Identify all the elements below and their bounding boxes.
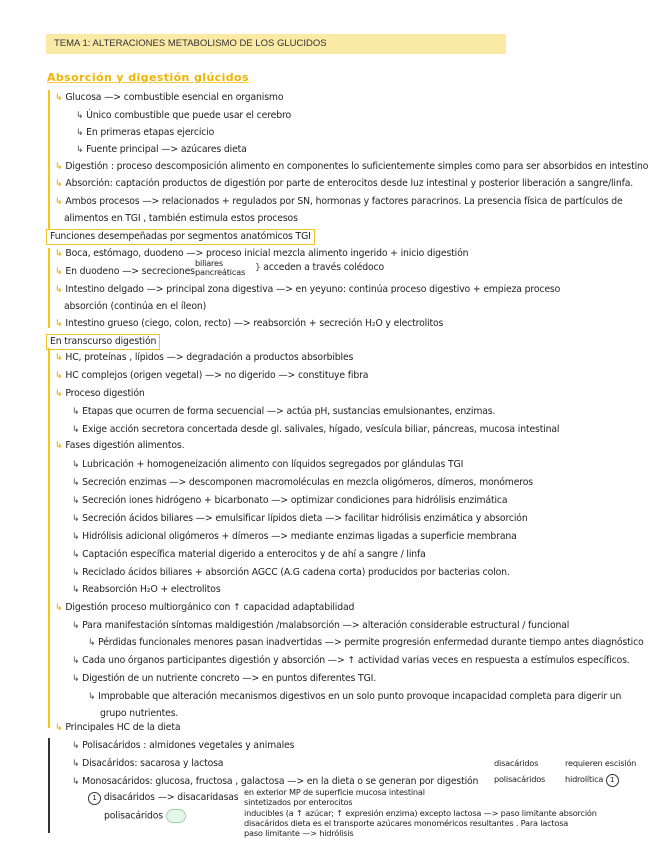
note-line: ↳ Captación específica material digerido a enterocitos y de ahí a sangre / linfa (72, 549, 426, 560)
note-line: ↳ Secreción enzimas —> descomponen macromoléculas en mezcla oligómeros, dímeros, monómeros (72, 477, 533, 488)
note-line: ↳ HC, proteínas , lípidos —> degradación a productos absorbibles (55, 352, 354, 363)
bracket-line (48, 348, 50, 728)
note-line: ↳ Fases digestión alimentos. (55, 440, 185, 451)
note-line: ↳ Principales HC de la dieta (55, 722, 181, 733)
bracket-line (48, 738, 50, 833)
highlight-blob-icon (166, 809, 186, 823)
note-line: en exterior MP de superficie mucosa intestinal (244, 787, 425, 797)
note-line: ↳ Fuente principal —> azúcares dieta (76, 144, 247, 155)
note-line: } acceden a través colédoco (255, 262, 384, 273)
note-line: ↳ Pérdidas funcionales menores pasan inadvertidas —> permite progresión enfermedad durante tiempo antes diagnóstico (88, 637, 644, 648)
note-line: ↳ Digestión de un nutriente concreto —> en puntos diferentes TGI. (72, 673, 377, 684)
note-line: ↳ Intestino delgado —> principal zona digestiva —> en yeyuno: continúa proceso digestivo + empieza proceso (55, 284, 561, 295)
note-line: biliares (195, 258, 223, 268)
note-line: paso limitante —> hidrólisis (244, 828, 354, 838)
note-line: ↳ Hidrólisis adicional oligómeros + dímeros —> mediante enzimas ligadas a superficie membrana (72, 531, 517, 542)
note-line: disacáridos dieta es el transporte azúcares monoméricos resultantes . Para lactosa (244, 818, 569, 828)
bracket-line (48, 248, 50, 328)
note-line: requieren escisión (565, 758, 637, 768)
note-line: ↳ Secreción iones hidrógeno + bicarbonato —> optimizar condiciones para hidrólisis enzimática (72, 495, 508, 506)
note-line: ↳ Único combustible que puede usar el cerebro (76, 110, 291, 121)
note-line: ↳ Polisacáridos : almidones vegetales y animales (72, 740, 295, 751)
note-line: ↳ Etapas que ocurren de forma secuencial —> actúa pH, sustancias emulsionantes, enzimas. (72, 406, 496, 417)
note-line: ↳ Exige acción secretora concertada desde gl. salivales, hígado, vesícula biliar, páncreas, mucosa intestinal (72, 424, 560, 435)
note-line: ↳ Boca, estómago, duodeno —> proceso inicial mezcla alimento ingerido + inicio digestión (55, 248, 469, 259)
note-line: polisacáridos (494, 774, 546, 784)
circled-number-icon: 1 (88, 792, 101, 805)
circled-number-icon: 1 (606, 774, 619, 787)
note-line: ↳ Ambos procesos —> relacionados + regulados por SN, hormonas y factores paracrinos. La presencia física de partículos de (55, 196, 623, 207)
note-line: polisacáridos (104, 809, 186, 823)
note-line: 1 disacáridos —> disacaridasas (88, 792, 239, 805)
note-line: ↳ Improbable que alteración mecanismos digestivos en un solo punto provoque incapacidad completa para digerir un (88, 691, 622, 702)
note-line: ↳ Reciclado ácidos biliares + absorción AGCC (A.G cadena corta) producidos por bacterias colon. (72, 567, 510, 578)
note-line: ↳ Reabsorción H₂O + electrolitos (72, 584, 221, 595)
note-line: hidrolítica 1 (565, 774, 619, 787)
note-line: ↳ Digestión proceso multiorgánico con ↑ capacidad adaptabilidad (55, 602, 355, 613)
note-line: ↳ En duodeno —> secreciones (55, 266, 195, 277)
section-box-transcurso: En transcurso digestión (46, 334, 160, 350)
note-line: ↳ Monosacáridos: glucosa, fructosa , galactosa —> en la dieta o se generan por digestión (72, 776, 479, 787)
note-line: ↳ Disacáridos: sacarosa y lactosa (72, 758, 224, 769)
note-line: ↳ Lubricación + homogeneización alimento con líquidos segregados por glándulas TGI (72, 459, 464, 470)
note-line: absorción (continúa en el íleon) (64, 301, 207, 312)
note-line: disacáridos (494, 758, 539, 768)
note-line: inducibles (a ↑ azúcar; ↑ expresión enzima) excepto lactosa —> paso limitante absorción (244, 808, 597, 818)
note-line: ↳ Absorción: captación productos de digestión por parte de enterocitos desde luz intestinal y posterior liberación a sangre/linfa. (55, 178, 634, 189)
note-line: ↳ En primeras etapas ejercicio (76, 127, 215, 138)
section-title-absorcion: Absorción y digestión glúcidos (47, 71, 249, 84)
note-line: pancreáticas (195, 267, 246, 277)
page-title: TEMA 1: ALTERACIONES METABOLISMO DE LOS GLUCIDOS (54, 38, 327, 49)
section-box-funciones: Funciones desempeñadas por segmentos anatómicos TGI (46, 229, 315, 245)
bracket-line (48, 90, 50, 230)
note-line: ↳ Intestino grueso (ciego, colon, recto) —> reabsorción + secreción H₂O y electrolitos (55, 318, 444, 329)
note-line: grupo nutrientes. (100, 708, 179, 719)
note-line: ↳ Proceso digestión (55, 388, 145, 399)
note-line: ↳ Cada uno órganos participantes digestión y absorción —> ↑ actividad varias veces en respuesta a estímulos específicos. (72, 655, 630, 666)
note-line: ↳ Para manifestación síntomas maldigestión /malabsorción —> alteración considerable estructural / funcional (72, 620, 570, 631)
page-header (46, 34, 506, 54)
note-line: ↳ Digestión : proceso descomposición alimento en componentes lo suficientemente simples como para ser absorbidos en intestino (55, 161, 649, 172)
note-line: ↳ HC complejos (origen vegetal) —> no digerido —> constituye fibra (55, 370, 369, 381)
note-line: ↳ Secreción ácidos biliares —> emulsificar lípidos dieta —> facilitar hidrólisis enzimática y absorción (72, 513, 528, 524)
note-line: alimentos en TGI , también estimula estos procesos (64, 213, 298, 224)
note-line: ↳ Glucosa —> combustible esencial en organismo (55, 92, 284, 103)
note-line: sintetizados por enterocitos (244, 797, 353, 807)
